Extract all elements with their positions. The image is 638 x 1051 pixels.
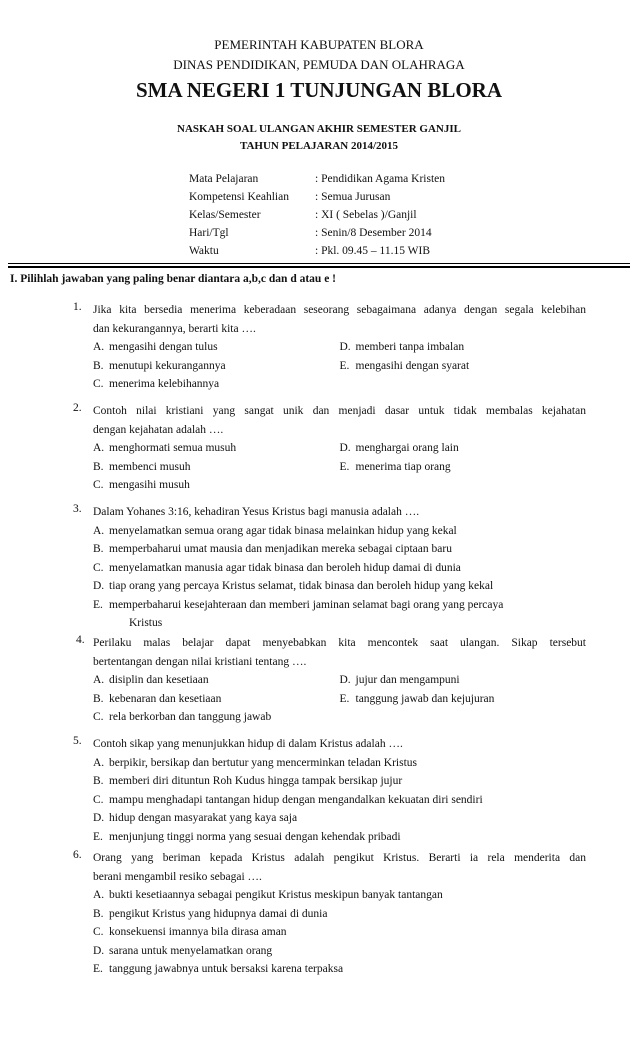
question-6 <box>73 849 586 979</box>
option-e: E. menjunjung tinggi norma yang sesuai dengan kehendak pribadi <box>93 830 401 843</box>
question-text: Contoh sikap yang menunjukkan hidup di dalam Kristus adalah …. <box>93 738 403 750</box>
option-a: A. berpikir, bersikap dan bertutur yang mencerminkan teladan Kristus <box>93 756 418 769</box>
option-a: A. disiplin dan kesetiaan <box>93 674 209 686</box>
option-e: E. menerima tiap orang <box>339 460 451 473</box>
option-e-continued: Kristus <box>129 617 163 629</box>
question-text: Orang yang beriman kepada Kristus adalah pengikut Kristus. Berarti ia rela menderita dan <box>93 852 586 864</box>
option-a: A. bukti kesetiaannya sebagai pengikut Kristus meskipun banyak tantangan <box>93 889 443 901</box>
info-value: : Pkl. 09.45 – 11.15 WIB <box>315 245 431 257</box>
option-d: D. menghargai orang lain <box>339 442 459 454</box>
info-value: : XI ( Sebelas )/Ganjil <box>315 209 417 221</box>
question-number: 5. <box>73 735 82 747</box>
question-2 <box>73 402 586 495</box>
question-text: berani mengambil resiko sebagai …. <box>93 870 262 883</box>
option-a: A. mengasihi dengan tulus <box>93 341 218 353</box>
question-number: 2. <box>73 402 82 414</box>
info-row-time <box>189 242 445 260</box>
option-d: D. sarana untuk menyelamatkan orang <box>93 944 273 957</box>
option-c: C. menyelamatkan manusia agar tidak binasa dan beroleh hidup damai di dunia <box>93 561 461 574</box>
option-d: D. jujur dan mengampuni <box>339 674 460 686</box>
question-number: 3. <box>73 503 82 515</box>
option-e: E. tanggung jawabnya untuk bersaksi karena terpaksa <box>93 963 344 975</box>
question-number: 1. <box>73 301 82 313</box>
question-5 <box>73 735 586 846</box>
info-row-competency <box>189 188 445 206</box>
question-4 <box>73 634 586 727</box>
option-c: C. mampu menghadapi tantangan hidup dengan mengandalkan kekuatan diri sendiri <box>93 793 483 806</box>
exam-info <box>189 170 445 260</box>
option-d: D. tiap orang yang percaya Kristus selamat, tidak binasa dan beroleh hidup yang kekal <box>93 580 494 592</box>
info-label: Mata Pelajaran <box>189 173 259 185</box>
question-text: Perilaku malas belajar dapat menyebabkan kita mencontek saat ulangan. Sikap tersebut <box>93 637 586 649</box>
option-a: A. menyelamatkan semua orang agar tidak binasa melainkan hidup yang kekal <box>93 524 457 537</box>
document-title: NASKAH SOAL ULANGAN AKHIR SEMESTER GANJIL <box>177 123 461 135</box>
instruction: I. Pilihlah jawaban yang paling benar diantara a,b,c dan d atau e ! <box>10 273 337 285</box>
document-year: TAHUN PELAJARAN 2014/2015 <box>239 140 399 152</box>
question-number: 4. <box>76 634 85 646</box>
option-d: D. hidup dengan masyarakat yang kaya saja <box>93 812 298 824</box>
header-school-name: SMA NEGERI 1 TUNJUNGAN BLORA <box>136 78 502 102</box>
info-row-subject <box>189 170 445 188</box>
question-1 <box>73 301 586 394</box>
option-e: E. tanggung jawab dan kejujuran <box>339 692 495 705</box>
option-d: D. memberi tanpa imbalan <box>339 341 465 353</box>
info-label: Kelas/Semester <box>189 209 261 221</box>
header-department: DINAS PENDIDIKAN, PEMUDA DAN OLAHRAGA <box>173 57 465 72</box>
info-row-class <box>189 206 445 224</box>
option-b: B. menutupi kekurangannya <box>93 359 226 372</box>
option-c: C. mengasihi musuh <box>93 479 190 491</box>
info-label: Hari/Tgl <box>189 227 229 239</box>
info-label: Kompetensi Keahlian <box>189 191 289 203</box>
question-text: Jika kita bersedia menerima keberadaan seseorang sebagaimana adanya dengan segala kelebihan <box>93 304 586 316</box>
question-text: Contoh nilai kristiani yang sangat unik dan menjadi dasar untuk tidak membalas kejahatan <box>93 405 586 417</box>
option-e: E. mengasihi dengan syarat <box>339 359 470 372</box>
question-number: 6. <box>73 849 82 861</box>
header-government: PEMERINTAH KABUPATEN BLORA <box>214 37 424 52</box>
option-c: C. menerima kelebihannya <box>93 378 220 390</box>
question-text: dengan kejahatan adalah …. <box>93 423 224 436</box>
option-c: C. rela berkorban dan tanggung jawab <box>93 711 272 723</box>
option-c: C. konsekuensi imannya bila dirasa aman <box>93 926 287 938</box>
question-text: bertentangan dengan nilai kristiani tentang …. <box>93 655 307 668</box>
option-b: B. pengikut Kristus yang hidupnya damai di dunia <box>93 907 328 920</box>
info-value: : Pendidikan Agama Kristen <box>315 173 445 185</box>
option-e: E. memperbaharui kesejahteraan dan memberi jaminan selamat bagi orang yang percaya <box>93 598 504 611</box>
option-b: B. kebenaran dan kesetiaan <box>93 692 222 705</box>
option-a: A. menghormati semua musuh <box>93 442 237 454</box>
divider-thin <box>8 263 630 264</box>
option-b: B. memberi diri dituntun Roh Kudus hingga tampak bersikap jujur <box>93 775 403 787</box>
option-b: B. membenci musuh <box>93 460 191 473</box>
question-text: dan kekurangannya, berarti kita …. <box>93 322 256 335</box>
divider-thick <box>8 266 630 268</box>
info-value: : Senin/8 Desember 2014 <box>315 227 432 239</box>
option-b: B. memperbaharui umat mausia dan menjadikan mereka sebagai ciptaan baru <box>93 543 452 555</box>
question-text: Dalam Yohanes 3:16, kehadiran Yesus Kristus bagi manusia adalah …. <box>93 506 420 518</box>
info-label: Waktu <box>189 245 219 257</box>
info-row-date <box>189 224 445 242</box>
question-3 <box>73 503 586 633</box>
info-value: : Semua Jurusan <box>315 191 391 203</box>
